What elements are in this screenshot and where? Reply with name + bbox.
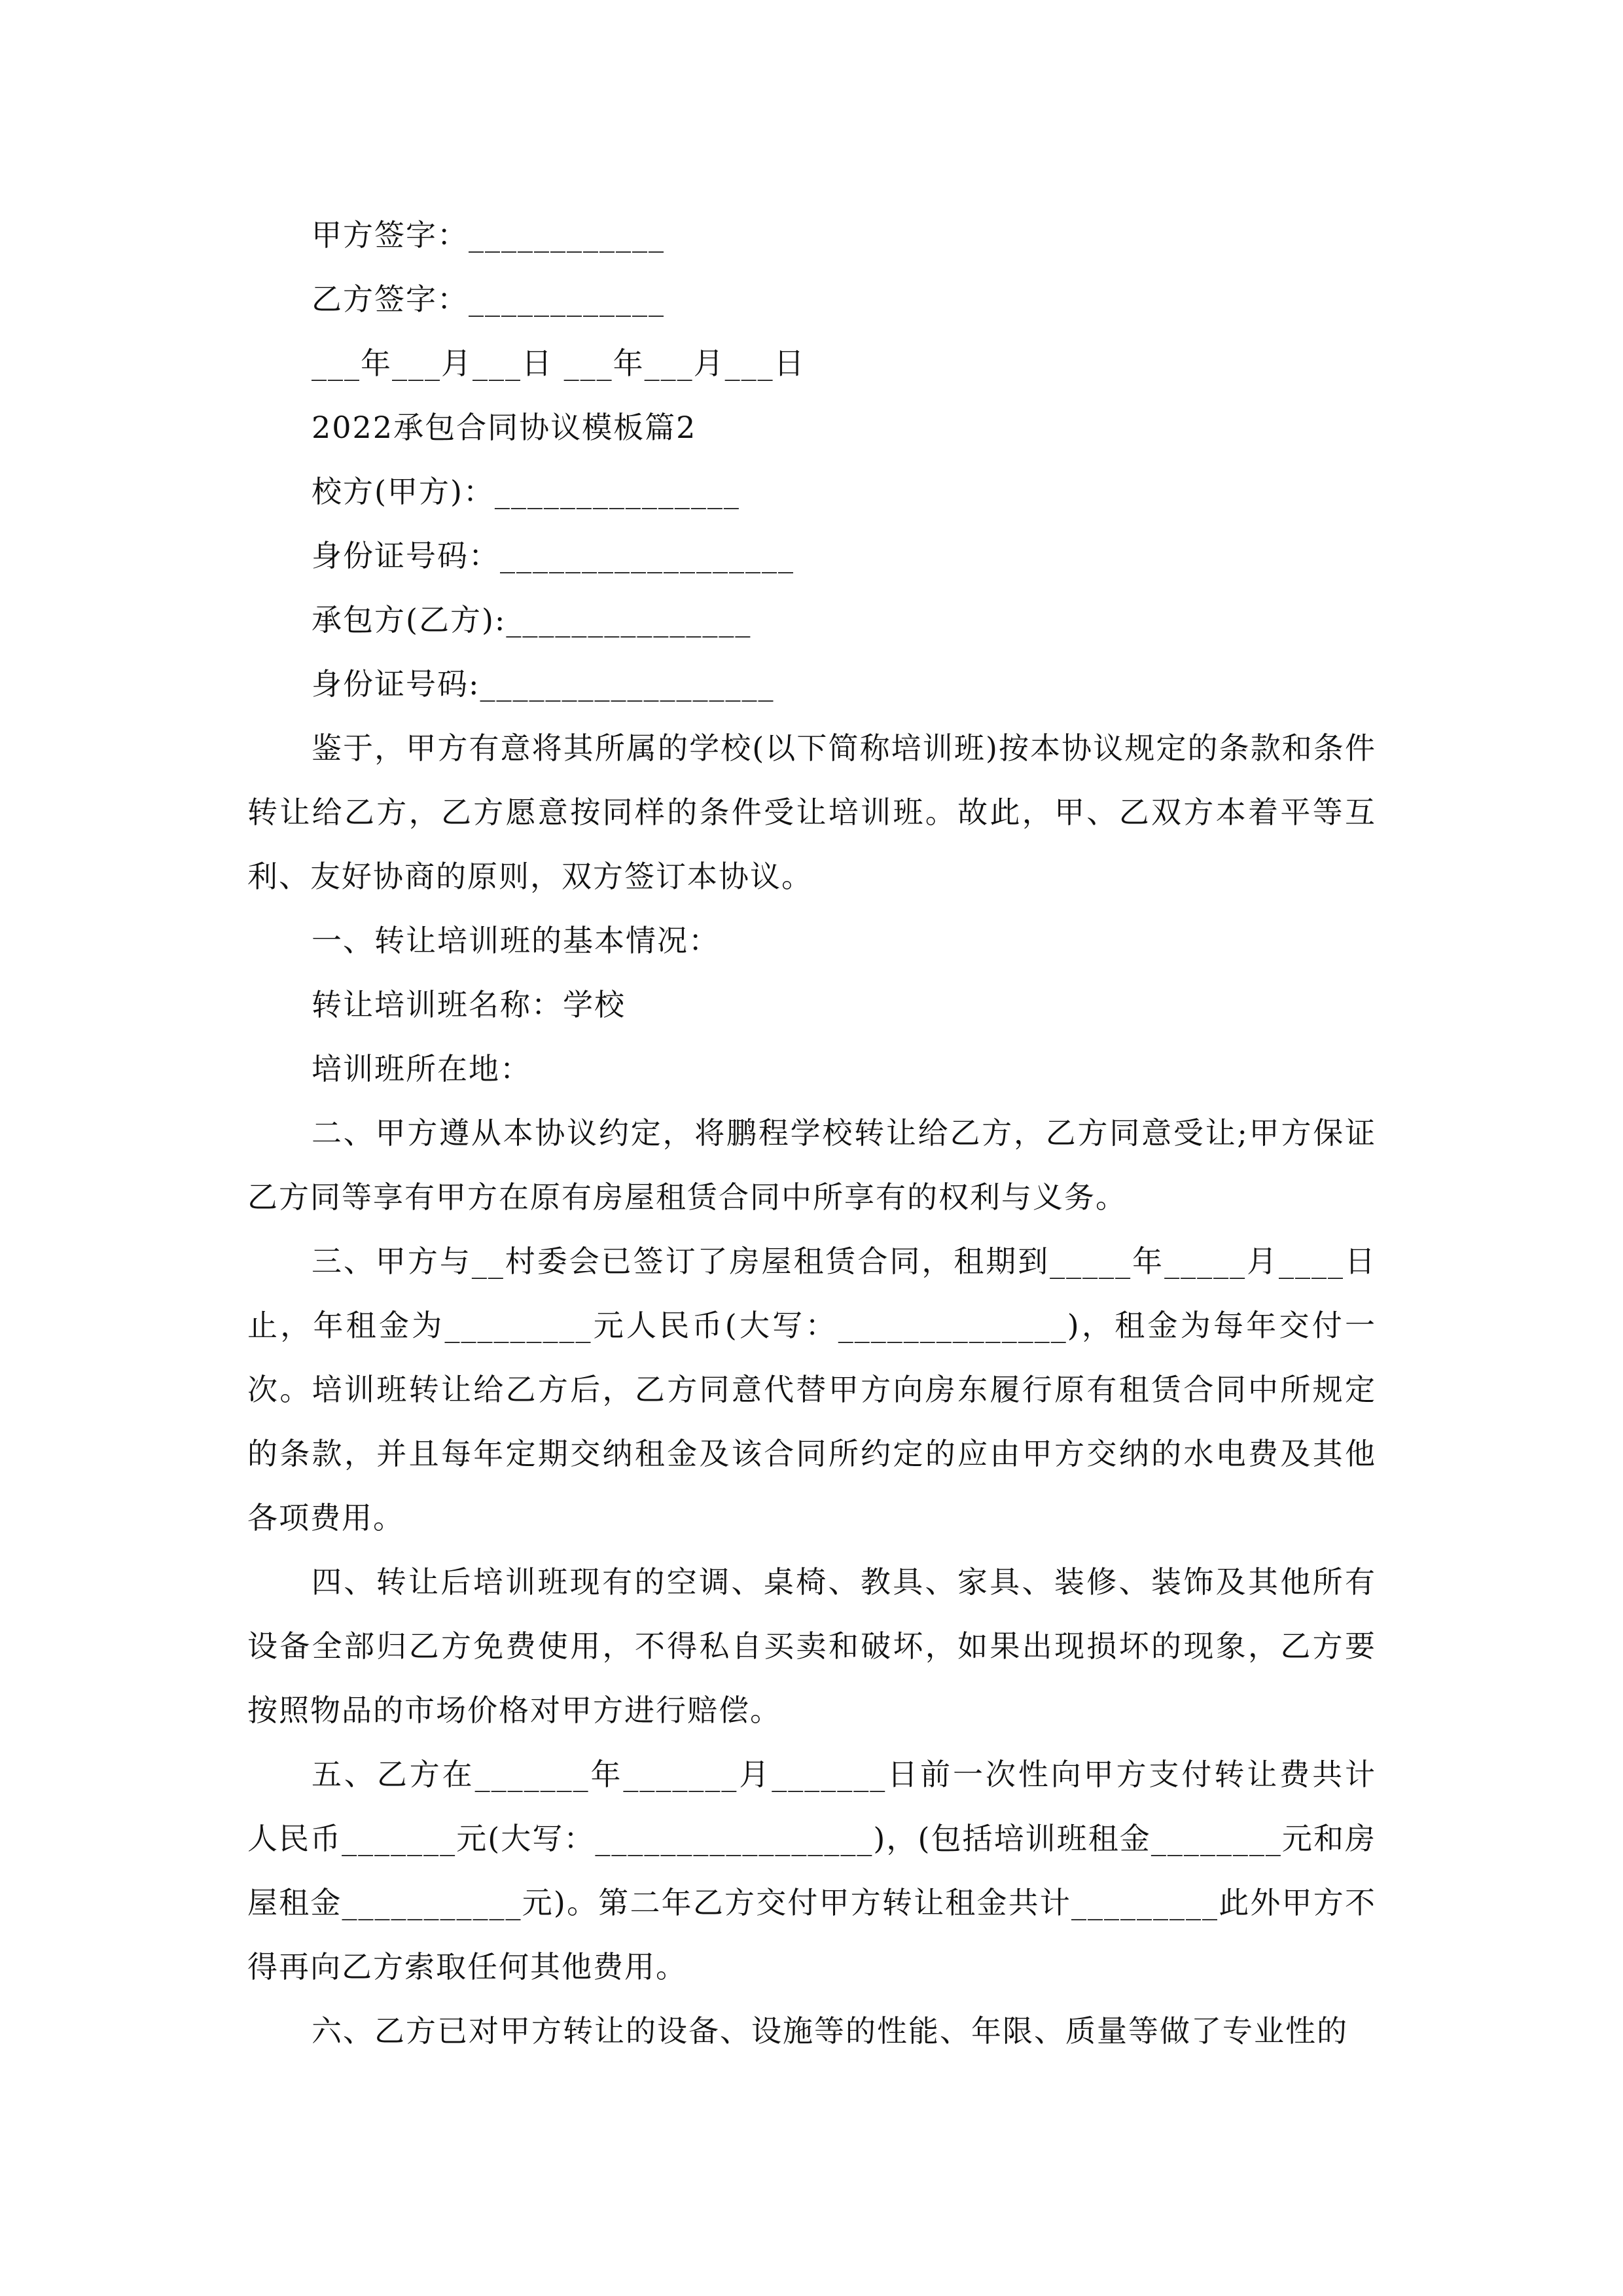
id-number-line-b: 身份证号码:__________________ [312,666,775,702]
clause-3-paragraph: 三、甲方与__村委会已签订了房屋租赁合同，租期到_____年_____月____日止，年租金为_________元人民币(大写：______________)，租金为每年交付一次。培训班转让给乙方后，乙方同意代替甲方向房东履行原有租赁合同中所规定的条款，并且每年定期交纳租金及该合同所约定的应由甲方交纳的水电费及其他各项费用。 [247,1244,1377,1535]
party-b-signature-line: 乙方签字：____________ [312,281,665,317]
date-line: ___年___月___日 ___年___月___日 [312,346,806,381]
id-number-line-a: 身份证号码：__________________ [312,538,794,573]
school-party-a-line: 校方(甲方)：_______________ [312,474,740,509]
clause-1-heading: 一、转让培训班的基本情况： [312,923,720,958]
document-body [247,203,1376,2063]
party-a-signature-line: 甲方签字：____________ [312,217,665,253]
training-class-name: 转让培训班名称：学校 [312,987,626,1022]
training-class-location: 培训班所在地： [312,1051,531,1086]
section-title: 2022承包合同协议模板篇2 [312,410,697,445]
clause-4-paragraph: 四、转让后培训班现有的空调、桌椅、教具、家具、装修、装饰及其他所有设备全部归乙方免费使用，不得私自买卖和破坏，如果出现损坏的现象，乙方要按照物品的市场价格对甲方进行赔偿。 [247,1564,1376,1728]
clause-6-paragraph: 六、乙方已对甲方转让的设备、设施等的性能、年限、质量等做了专业性的 [312,2013,1348,2049]
contractor-party-b-line: 承包方(乙方):_______________ [312,602,752,637]
clause-2-paragraph: 二、甲方遵从本协议约定，将鹏程学校转让给乙方，乙方同意受让;甲方保证乙方同等享有甲方在原有房屋租赁合同中所享有的权利与义务。 [247,1115,1376,1215]
clause-5-paragraph: 五、乙方在_______年_______月_______日前一次性向甲方支付转让费共计人民币_______元(大写：_________________)，(包括培训班租金________元和房屋租金___________元)。第二年乙方交付甲方转让租金共计_________此外甲方不得再向乙方索取任何其他费用。 [247,1757,1376,1984]
preamble-paragraph: 鉴于，甲方有意将其所属的学校(以下简称培训班)按本协议规定的条款和条件转让给乙方，乙方愿意按同样的条件受让培训班。故此，甲、乙双方本着平等互利、友好协商的原则，双方签订本协议。 [247,730,1376,894]
